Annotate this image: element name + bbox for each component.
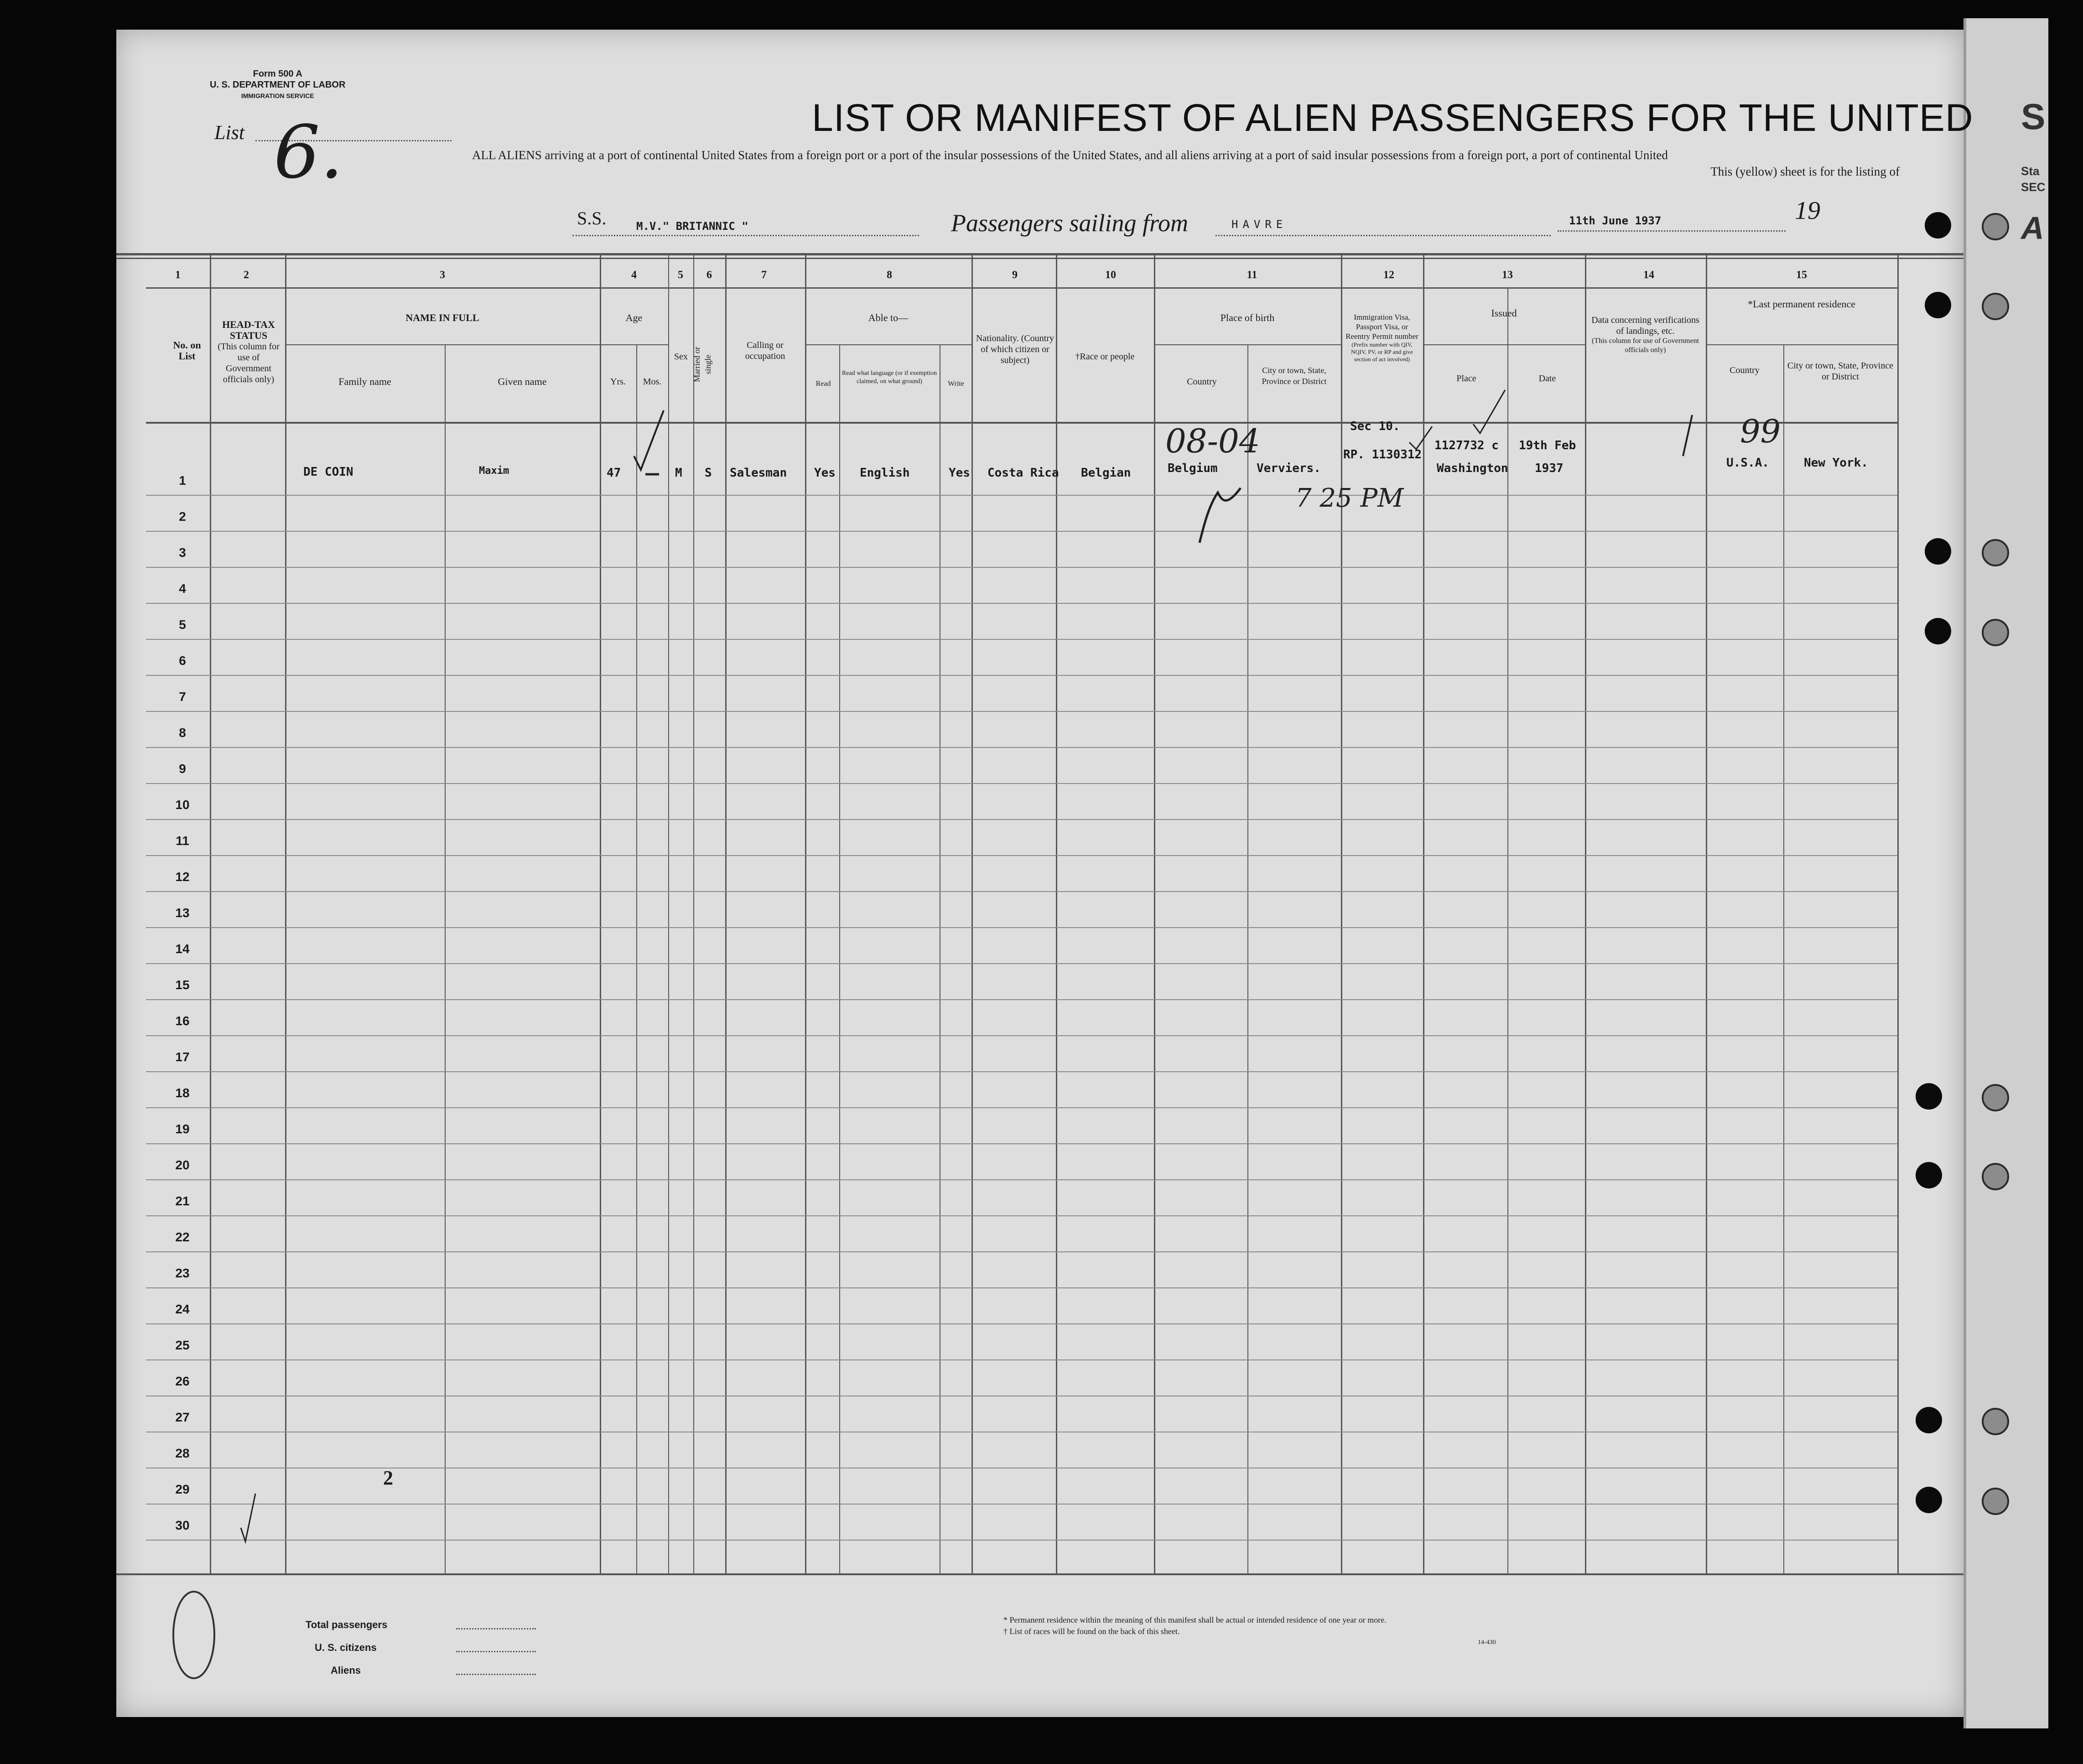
manifest-sheet [116, 30, 1964, 1717]
checkmark-icon [1471, 388, 1507, 438]
ship-prefix: S.S. [577, 208, 607, 228]
family-name: DE COIN [303, 465, 353, 479]
row-number: 10 [175, 798, 190, 812]
punch-hole [1982, 539, 2009, 566]
row-line [146, 1323, 1897, 1324]
row-line [146, 927, 1897, 928]
row-number: 4 [179, 581, 186, 596]
header-visa: Immigration Visa, Passport Visa, or Reentry Permit number (Prefix number with QIV, NQIV, PV, or RP and give section of act involved) [1345, 313, 1418, 363]
occupation: Salesman [730, 466, 787, 480]
header-age: Age [625, 312, 643, 323]
tick-mark [1678, 413, 1697, 458]
birth-country: Belgium [1168, 462, 1218, 475]
punch-hole [1925, 618, 1951, 644]
language: English [860, 466, 910, 480]
row-number: 29 [175, 1482, 190, 1496]
list-number: 6. [274, 109, 343, 195]
sex: M [675, 466, 682, 480]
sailing-date: 11th June 1937 [1569, 214, 1662, 227]
row-number: 13 [175, 906, 190, 920]
row-line [146, 747, 1897, 748]
col-number: 3 [440, 269, 445, 281]
header-write: Write [948, 380, 964, 388]
marital-status: S [705, 466, 712, 480]
row-line [146, 963, 1897, 964]
header-no-on-list: No. on List [173, 339, 201, 362]
hand-code: 08-04 [1165, 422, 1260, 460]
col-number: 2 [244, 269, 249, 281]
row-number: 27 [175, 1410, 190, 1424]
checkmark-icon [1407, 424, 1434, 451]
row-number: 15 [175, 978, 190, 992]
row-line [146, 1143, 1897, 1144]
next-page-edge: S Sta SEC A [1964, 18, 2048, 1728]
hand-99: 99 [1740, 413, 1781, 450]
issued-date-day: 19th Feb [1519, 439, 1576, 452]
row-line [146, 1107, 1897, 1108]
header-nationality: Nationality. (Country of which citizen or subject) [976, 333, 1054, 365]
row-line [146, 891, 1897, 892]
row-line [146, 1540, 1897, 1541]
year-label: 19 [1795, 197, 1820, 225]
punch-hole [1925, 212, 1951, 239]
row-number: 12 [175, 870, 190, 884]
col-number: 12 [1383, 269, 1394, 281]
row-number: 26 [175, 1374, 190, 1388]
header-read-language: Read what language (or if exemption claimed, on what ground) [842, 370, 937, 385]
row-line [146, 531, 1897, 532]
row-line [146, 1287, 1897, 1288]
header-able-to: Able to— [868, 312, 909, 323]
hand-time: 7 25 PM [1295, 483, 1404, 513]
race: Belgian [1081, 466, 1131, 480]
header-mos: Mos. [643, 377, 662, 387]
row-number: 7 [179, 690, 186, 704]
punch-hole [1982, 1163, 2009, 1190]
issued-number: 1127732 c [1434, 439, 1499, 452]
header-last-residence: *Last permanent residence [1748, 298, 1855, 310]
row-number: 24 [175, 1302, 190, 1316]
handwritten-zero [157, 1582, 230, 1687]
header-res-country: Country [1730, 365, 1760, 375]
departure-port: HAVRE [1231, 218, 1288, 231]
service: IMMIGRATION SERVICE [241, 92, 314, 99]
header-issued-date: Date [1538, 374, 1556, 384]
punch-hole [1916, 1487, 1942, 1513]
header-res-city: City or town, State, Province or District [1787, 361, 1894, 382]
header-place-of-birth: Place of birth [1220, 312, 1275, 323]
residence-city: New York. [1804, 456, 1868, 470]
row-line [146, 495, 1897, 496]
nationality: Costa Rica [987, 466, 1059, 480]
row-line [146, 819, 1897, 820]
row-number: 11 [176, 834, 189, 848]
row-line [146, 1071, 1897, 1072]
row-number: 22 [175, 1230, 190, 1244]
punch-hole [1925, 538, 1951, 565]
sailing-label: Passengers sailing from [951, 209, 1189, 237]
can-read: Yes [814, 466, 836, 480]
punch-hole [1982, 1408, 2009, 1435]
col-number: 11 [1247, 269, 1257, 281]
header-issued: Issued [1491, 307, 1517, 319]
header-family-name: Family name [338, 376, 391, 387]
header-yrs: Yrs. [610, 377, 626, 387]
col-number: 13 [1502, 269, 1513, 281]
header-calling: Calling or occupation [745, 340, 785, 361]
header-married: Married or single [692, 347, 712, 382]
row-number: 6 [179, 654, 186, 668]
row-number: 30 [175, 1518, 190, 1532]
header-name-in-full: NAME IN FULL [405, 312, 479, 323]
row-line [146, 783, 1897, 784]
residence-note: * Permanent residence within the meaning of this manifest shall be actual or intended residence of one year or more. [1003, 1615, 1387, 1624]
issued-place: Washington [1437, 462, 1508, 475]
handwritten-mark [1195, 479, 1245, 547]
subtitle: ALL ALIENS arriving at a port of continental United States from a foreign port or a port of the insular possessions of the United States, and all aliens arriving at a port of said insular possessions from a foreign port, a port of continental United This (yellow) sheet is for the listing of [472, 148, 1900, 178]
punch-hole [1916, 1162, 1942, 1188]
row-line [146, 1035, 1897, 1036]
visa-section: Sec 10. [1350, 420, 1400, 433]
row-number: 25 [175, 1338, 190, 1352]
row-line [146, 855, 1897, 856]
row-line [146, 999, 1897, 1000]
issued-date-year: 1937 [1535, 462, 1564, 475]
us-citizens-label: U. S. citizens [315, 1642, 377, 1653]
punch-hole [1916, 1407, 1942, 1433]
row-line [146, 711, 1897, 712]
row-line [146, 1215, 1897, 1216]
age-years: 47 [607, 466, 621, 480]
row-number: 21 [175, 1194, 190, 1208]
col-number: 15 [1796, 269, 1807, 281]
header-read: Read [816, 380, 831, 388]
department: U. S. DEPARTMENT OF LABOR [210, 80, 346, 90]
visa-number: RP. 1130312 [1343, 448, 1422, 462]
punch-hole [1982, 1084, 2009, 1111]
row-number: 9 [179, 762, 186, 776]
col-number: 1 [175, 269, 181, 281]
header-race: †Race or people [1075, 352, 1135, 362]
col-number: 14 [1643, 269, 1654, 281]
total-passengers-label: Total passengers [306, 1619, 388, 1630]
row-number: 5 [179, 617, 186, 632]
col-number: 5 [678, 269, 683, 281]
checkmark-icon [237, 1491, 265, 1546]
col-number: 9 [1012, 269, 1018, 281]
row-line [146, 1251, 1897, 1252]
punch-hole [1982, 213, 2009, 240]
punch-hole [1982, 293, 2009, 320]
race-note: † List of races will be found on the back of this sheet. [1003, 1627, 1180, 1636]
col-number: 10 [1105, 269, 1116, 281]
list-label: List [214, 121, 245, 144]
page-title: LIST OR MANIFEST OF ALIEN PASSENGERS FOR THE UNITED [812, 96, 1974, 139]
row-number: 19 [175, 1122, 190, 1136]
punch-hole [1982, 619, 2009, 646]
row-number: 16 [175, 1014, 190, 1028]
row-line [146, 1359, 1897, 1360]
ship-name: M.V." BRITANNIC " [636, 220, 748, 233]
residence-country: U.S.A. [1726, 456, 1769, 470]
row-number: 3 [179, 545, 186, 560]
aliens-label: Aliens [331, 1665, 361, 1676]
header-given-name: Given name [498, 376, 547, 387]
row-number: 14 [175, 942, 190, 956]
row-number: 23 [175, 1266, 190, 1280]
can-write: Yes [949, 466, 970, 480]
form-header [210, 68, 345, 101]
row-line [146, 675, 1897, 676]
col-number: 6 [706, 269, 712, 281]
row-line [146, 603, 1897, 604]
row-number: 1 [179, 473, 186, 488]
header-data-concerning: Data concerning verifications of landings, etc. (This column for use of Government officials only) [1591, 315, 1699, 354]
punch-hole [1925, 292, 1951, 318]
col-number: 4 [631, 269, 637, 281]
header-sex: Sex [674, 352, 688, 362]
punch-hole [1916, 1083, 1942, 1110]
header-head-tax: HEAD-TAX STATUS (This column for use of Government officials only) [218, 319, 280, 384]
checkmark-icon [632, 406, 668, 479]
row-number: 8 [179, 726, 186, 740]
header-issued-place: Place [1456, 374, 1476, 384]
row-number: 17 [175, 1050, 190, 1064]
given-name: Maxim [479, 465, 509, 477]
col-number: 8 [887, 269, 892, 281]
row-number: 2 [179, 509, 186, 524]
row-number: 18 [175, 1086, 190, 1100]
row-line [146, 1179, 1897, 1180]
form-code: 14-430 [1478, 1639, 1496, 1646]
punch-hole [1982, 1488, 2009, 1515]
row-line [146, 567, 1897, 568]
row-number: 20 [175, 1158, 190, 1172]
hand-2: 2 [383, 1467, 393, 1489]
birth-city: Verviers. [1257, 462, 1321, 475]
row-number: 28 [175, 1446, 190, 1460]
header-birth-country: Country [1187, 377, 1217, 387]
row-line [146, 1504, 1897, 1505]
header-birth-city: City or town, State, Province or District [1262, 366, 1327, 386]
form-number: Form 500 A [253, 69, 302, 79]
row-line [146, 639, 1897, 640]
col-number: 7 [761, 269, 767, 281]
